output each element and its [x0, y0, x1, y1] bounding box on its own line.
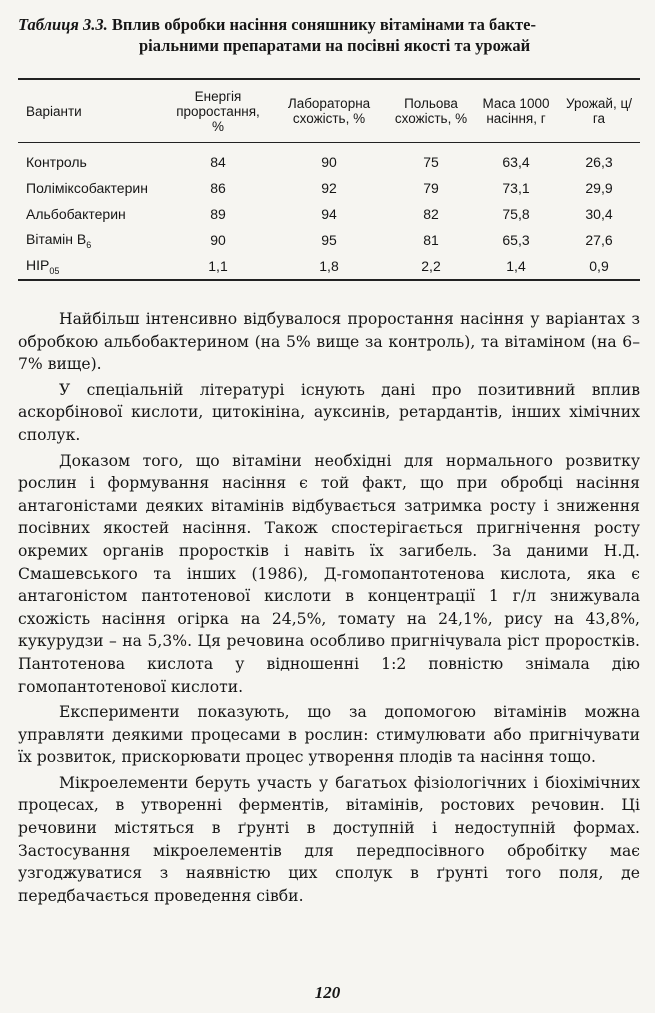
cell-mass: 1,4 [506, 258, 526, 274]
table-row [18, 227, 640, 253]
paragraph: Доказом того, що вітаміни необхідні для нормального розвитку рослин і формування насіння є той факт, що при обробці насіння антагоністами деяких вітамінів відбувається затримка росту і зниження посівних якостей насіння. Також спостерігається пригнічення росту окремих органів проростків і навіть їх загибель. За даними Н.Д. Смашевського та інших (1986), Д-гомопантотенова кислота, яка є антагоністом пантотенової кислоти в концентрації 1 г/л знижувала схожість насіння огірка на 24,5%, томату на 24,1%, рису на 43,8%, кукурудзи – на 5,3%. Ця речовина особливо пригнічувала ріст проростків. Пантотенова кислота у відношенні 1:2 повністю знімала дію гомопантотенової кислоти. [18, 451, 640, 696]
page-number: 120 [314, 983, 341, 1002]
cell-field: 2,2 [421, 258, 441, 274]
header-yield: Урожай, ц/га [566, 96, 632, 126]
paragraph: У спеціальній літературі існують дані про позитивний вплив аскорбінової кислоти, цитокініна, ауксинів, ретардантів, інших хімічних сполук. [18, 380, 640, 444]
results-table [18, 78, 640, 281]
table-row [18, 143, 640, 176]
table-row [18, 175, 640, 201]
cell-variant: Вітамін $B_6$ [26, 230, 92, 250]
table-title-line1: Вплив обробки насіння соняшнику вітамінами та бакте- [111, 15, 536, 34]
table-header-row [18, 79, 640, 143]
cell-energy: 84 [210, 154, 226, 170]
cell-mass: 65,3 [502, 232, 530, 248]
cell-variant: Контроль [26, 154, 87, 170]
cell-yield: 29,9 [585, 180, 613, 196]
header-lab-germination: Лабораторна схожість, % [287, 96, 371, 126]
cell-mass: 63,4 [502, 154, 530, 170]
cell-energy: 1,1 [208, 258, 228, 274]
cell-lab: 1,8 [319, 258, 339, 274]
cell-energy: 86 [210, 180, 226, 196]
cell-lab: 90 [321, 154, 337, 170]
cell-field: 75 [423, 154, 439, 170]
cell-energy: 90 [210, 232, 226, 248]
header-field-germination: Польова схожість, % [394, 96, 468, 126]
cell-field: 79 [423, 180, 439, 196]
cell-lab: 95 [321, 232, 337, 248]
cell-field: 82 [423, 206, 439, 222]
body-text [18, 308, 640, 910]
header-variants: Варіанти [26, 103, 82, 119]
table-caption [18, 14, 643, 56]
header-energy: Енергія проростання, % [176, 88, 260, 134]
cell-energy: 89 [210, 206, 226, 222]
cell-variant: Альбобактерин [26, 206, 126, 222]
cell-yield: 26,3 [585, 154, 613, 170]
cell-field: 81 [423, 232, 439, 248]
header-mass: Маса 1000 насіння, г [482, 96, 550, 126]
paragraph: Експерименти показують, що за допомогою вітамінів можна управляти деякими процесами в рослин: стимулювати або пригнічувати їх розвиток, прискорювати процес утворення плодів та насіння тощо. [18, 703, 640, 767]
cell-lab: 92 [321, 180, 337, 196]
cell-yield: 0,9 [589, 258, 609, 274]
table-row [18, 201, 640, 227]
cell-lab: 94 [321, 206, 337, 222]
cell-variant: $НІР_{05}$ [26, 256, 60, 276]
table-title-line2: ріальними препаратами на посівні якості та урожай [139, 36, 531, 55]
cell-yield: 30,4 [585, 206, 613, 222]
table-label: Таблиця 3.3. [18, 15, 108, 34]
paragraph: Найбільш інтенсивно відбувалося проростання насіння у варіантах з обробкою альбобактерином (на 5% вище за контроль), та вітаміном (на 6–7% вище). [18, 310, 640, 374]
table-row [18, 253, 640, 280]
cell-mass: 73,1 [502, 180, 530, 196]
paragraph: Мікроелементи беруть участь у багатьох фізіологічних і біохімічних процесах, в утворенні ферментів, вітамінів, ростових речовин. Ці речовини містяться в ґрунті в доступній і недоступній формах. Застосування мікроелементів для передпосівного обробітку має узгоджуватися з наявністю цих сполук в ґрунті того поля, де передбачається проведення сівби. [18, 773, 640, 905]
cell-yield: 27,6 [585, 232, 613, 248]
cell-mass: 75,8 [502, 206, 530, 222]
cell-variant: Поліміксобактерин [26, 180, 148, 196]
